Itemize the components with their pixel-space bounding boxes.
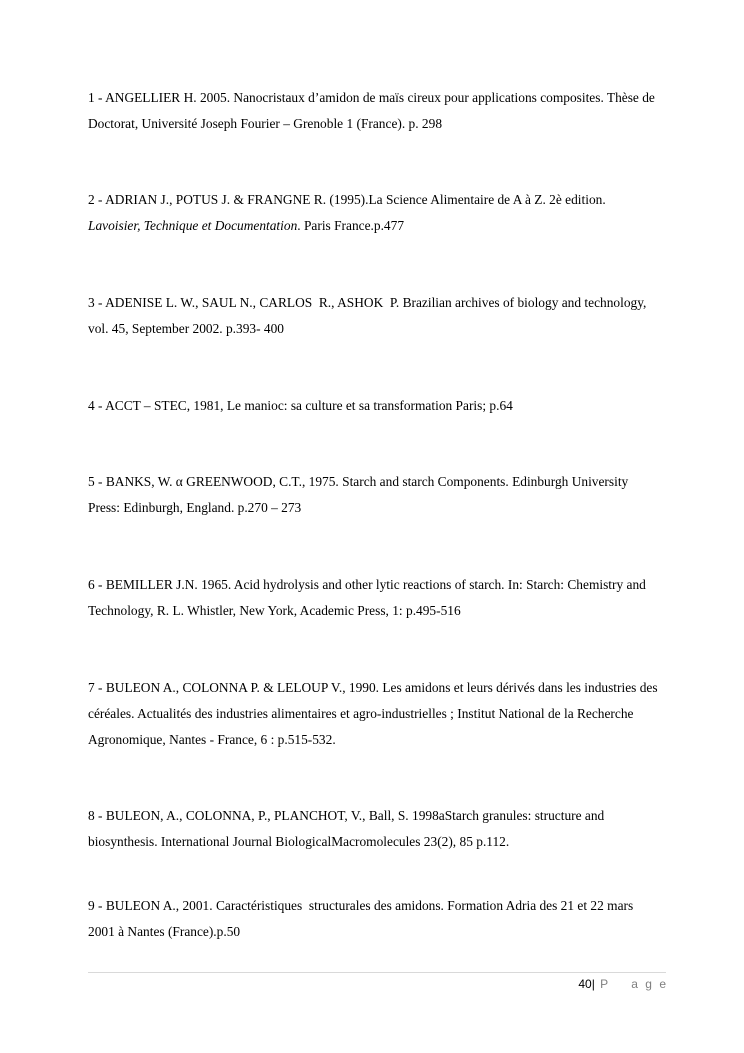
reference-5 bbox=[88, 469, 660, 521]
reference-text: 3 - ADENISE L. W., SAUL N., CARLOS R., ASHOK P. Brazilian archives of biology and technology, vol. 45, September 2002. p.393- 400 bbox=[88, 295, 650, 336]
reference-6 bbox=[88, 572, 660, 624]
reference-text: 1 - ANGELLIER H. 2005. Nanocristaux d’amidon de maïs cireux pour applications composites. Thèse de Doctorat, Université Joseph Fourier – Grenoble 1 (France). p. 298 bbox=[88, 90, 659, 131]
reference-text: 9 - BULEON A., 2001. Caractéristiques structurales des amidons. Formation Adria des 21 et 22 mars 2001 à Nantes (France).p.50 bbox=[88, 898, 637, 939]
reference-8 bbox=[88, 803, 660, 855]
page-label: P a g e bbox=[594, 977, 668, 991]
reference-text: 2 - ADRIAN J., POTUS J. & FRANGNE R. (1995).La Science Alimentaire de A à Z. 2è edition. bbox=[88, 192, 610, 207]
reference-text: 8 - BULEON, A., COLONNA, P., PLANCHOT, V., Ball, S. 1998aStarch granules: structure and biosynthesis. International Journal BiologicalMacromolecules 23(2), 85 p.112. bbox=[88, 808, 608, 849]
reference-4 bbox=[88, 393, 660, 419]
reference-2 bbox=[88, 187, 660, 239]
reference-7 bbox=[88, 675, 660, 753]
reference-3 bbox=[88, 290, 660, 342]
reference-publisher-italic: Lavoisier, Technique et Documentation bbox=[88, 218, 298, 233]
reference-text: 5 - BANKS, W. α GREENWOOD, C.T., 1975. Starch and starch Components. Edinburgh University Press: Edinburgh, England. p.270 – 273 bbox=[88, 474, 632, 515]
reference-9 bbox=[88, 893, 660, 945]
page-footer bbox=[560, 976, 668, 992]
footer-divider bbox=[88, 972, 666, 973]
reference-1 bbox=[88, 85, 660, 137]
reference-text: 7 - BULEON A., COLONNA P. & LELOUP V., 1990. Les amidons et leurs dérivés dans les industries des céréales. Actualités des industries alimentaires et agro-industrielles ; Institut National de la Recherche Agronomique, Nantes - France, 6 : p.515-532. bbox=[88, 680, 661, 747]
page-separator: | bbox=[591, 977, 595, 991]
reference-text: 6 - BEMILLER J.N. 1965. Acid hydrolysis and other lytic reactions of starch. In: Starch: Chemistry and Technology, R. L. Whistler, New York, Academic Press, 1: p.495-516 bbox=[88, 577, 649, 618]
reference-text: . Paris France.p.477 bbox=[297, 218, 405, 233]
page-number: 40 bbox=[578, 977, 592, 991]
reference-text: 4 - ACCT – STEC, 1981, Le manioc: sa culture et sa transformation Paris; p.64 bbox=[88, 398, 513, 413]
